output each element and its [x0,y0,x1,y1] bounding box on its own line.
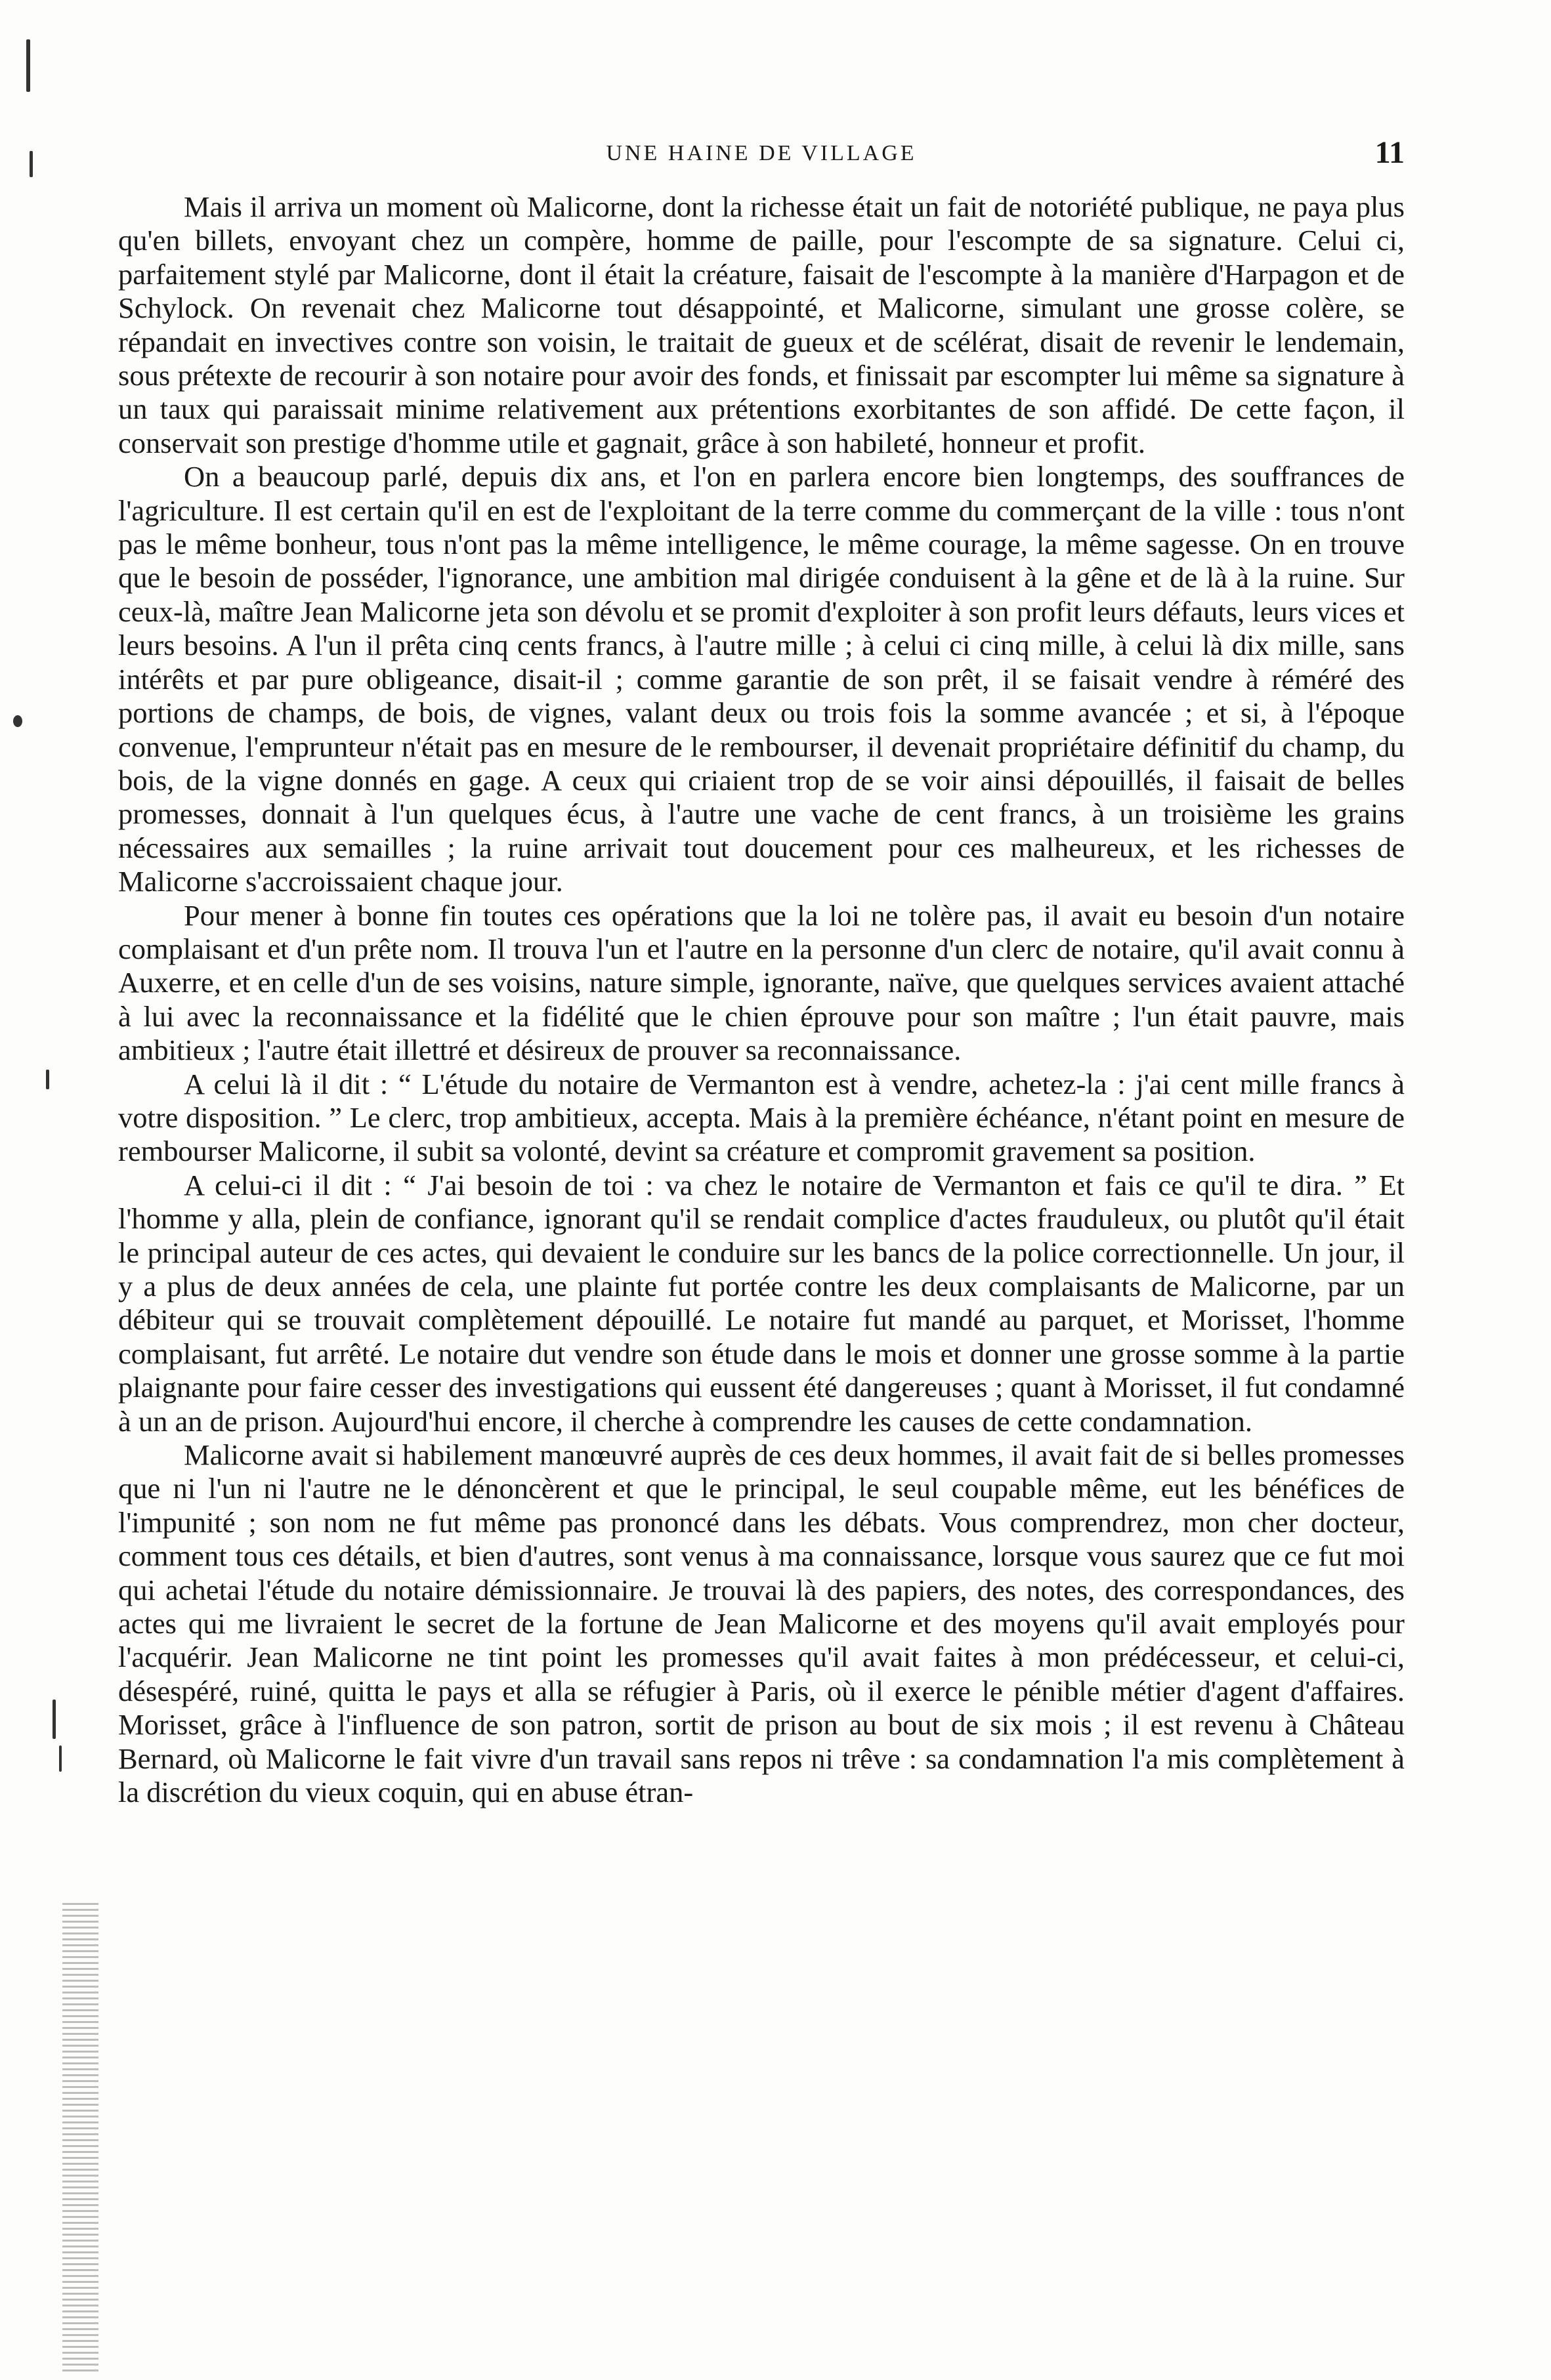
paragraph: Malicorne avait si habilement manœuvré auprès de ces deux hommes, il avait fait de si belles promesses que ni l'un ni l'autre ne le dénoncèrent et que le principal, le seul coupable même, eut les bénéfices de l'impunité ; son nom ne fut même pas prononcé dans les débats. Vous comprendrez, mon cher docteur, comment tous ces détails, et bien d'autres, sont venus à ma connaissance, lorsque vous saurez que ce fut moi qui achetai l'étude du notaire démissionnaire. Je trouvai là des papiers, des notes, des correspondances, des actes qui me livraient le secret de la fortune de Jean Malicorne et des moyens qu'il avait employés pour l'acquérir. Jean Malicorne ne tint point les promesses qu'il avait faites à mon prédécesseur, et celui-ci, désespéré, ruiné, quitta le pays et alla se réfugier à Paris, où il exerce le pénible métier d'agent d'affaires. Morisset, grâce à l'influence de son patron, sortit de prison au bout de six mois ; il est revenu à Château Bernard, où Malicorne le fait vivre d'un travail sans repos ni trêve : sa condamnation l'a mis complètement à la discrétion du vieux coquin, qui en abuse étran- [118,1438,1405,1809]
paragraph: A celui-ci il dit : “ J'ai besoin de toi : va chez le notaire de Vermanton et fais ce qu'il te dira. ” Et l'homme y alla, plein de confiance, ignorant qu'il se rendait complice d'actes frauduleux, ou plutôt qu'il était le principal auteur de ces actes, qui devaient le conduire sur les bancs de la police correctionnelle. Un jour, il y a plus de deux années de cela, une plainte fut portée contre les deux complaisants de Malicorne, par un débiteur qui se trouvait complètement dépouillé. Le notaire fut mandé au parquet, et Morisset, l'homme complaisant, fut arrêté. Le notaire dut vendre son étude dans le mois et donner une grosse somme à la partie plaignante pour faire cesser des investigations qui eussent été dangereuses ; quant à Morisset, il fut condamné à un an de prison. Aujourd'hui encore, il cherche à comprendre les causes de cette condamnation. [118,1168,1405,1438]
page-number: 11 [1374,135,1405,170]
scan-speck [53,1700,56,1739]
margin-scan-artifacts [0,0,92,2380]
scan-speck [30,151,33,177]
paragraph: On a beaucoup parlé, depuis dix ans, et l'on en parlera encore bien longtemps, des souffrances de l'agriculture. Il est certain qu'il en est de l'exploitant de la terre comme du commerçant de la ville : tous n'ont pas le même bonheur, tous n'ont pas la même intelligence, le même courage, la même sagesse. On en trouve que le besoin de posséder, l'ignorance, une ambition mal dirigée conduisent à la gêne et de là à la ruine. Sur ceux-là, maître Jean Malicorne jeta son dévolu et se promit d'exploiter à son profit leurs défauts, leurs vices et leurs besoins. A l'un il prêta cinq cents francs, à l'autre mille ; à celui ci cinq mille, à celui là dix mille, sans intérêts et par pure obligeance, disait-il ; comme garantie de son prêt, il se faisait vendre à réméré des portions de champs, de bois, de vignes, valant deux ou trois fois la somme avancée ; et si, à l'époque convenue, l'emprunteur n'était pas en mesure de le rembourser, il devenait propriétaire définitif du champ, du bois, de la vigne donnés en gage. A ceux qui criaient trop de se voir ainsi dépouillés, il faisait de belles promesses, donnait à l'un quelques écus, à l'autre une vache de cent francs, à un troisième les grains nécessaires aux semailles ; la ruine arrivait tout doucement pour ces malheureux, et les richesses de Malicorne s'accroissaient chaque jour. [118,460,1405,898]
paragraph: Mais il arriva un moment où Malicorne, dont la richesse était un fait de notoriété publique, ne paya plus qu'en billets, envoyant chez un compère, homme de paille, pour l'escompte de sa signature. Celui ci, parfaitement stylé par Malicorne, dont il était la créature, faisait de l'escompte à la manière d'Harpagon et de Schylock. On revenait chez Malicorne tout désappointé, et Malicorne, simulant une grosse colère, se répandait en invectives contre son voisin, le traitait de gueux et de scélérat, disait de revenir le lendemain, sous prétexte de recourir à son notaire pour avoir des fonds, et finissait par escompter lui même sa signature à un taux qui paraissait minime relativement aux prétentions exorbitantes de son affidé. De cette façon, il conservait son prestige d'homme utile et gagnait, grâce à son habileté, honneur et profit. [118,190,1405,459]
body-text [118,190,1405,1810]
running-head [118,135,1405,174]
scan-speck [13,715,22,727]
scan-speck [59,1745,62,1772]
paragraph: Pour mener à bonne fin toutes ces opérations que la loi ne tolère pas, il avait eu besoin d'un notaire complaisant et d'un prête nom. Il trouva l'un et l'autre en la personne d'un clerc de notaire, qu'il avait connu à Auxerre, et en celle d'un de ses voisins, nature simple, ignorante, naïve, que quelques services avaient attaché à lui avec la reconnaissance et la fidélité que le chien éprouve pour son maître ; l'un était pauvre, mais ambitieux ; l'autre était illettré et désireux de prouver sa reconnaissance. [118,898,1405,1067]
scan-speck [46,1070,49,1089]
running-title: UNE HAINE DE VILLAGE [606,141,917,165]
scan-speck [26,39,30,92]
binding-edge-shadow [62,1903,98,2375]
paragraph: A celui là il dit : “ L'étude du notaire de Vermanton est à vendre, achetez-la : j'ai cent mille francs à votre disposition. ” Le clerc, trop ambitieux, accepta. Mais à la première échéance, n'étant point en mesure de rembourser Malicorne, il subit sa volonté, devint sa créature et compromit gravement sa position. [118,1067,1405,1168]
